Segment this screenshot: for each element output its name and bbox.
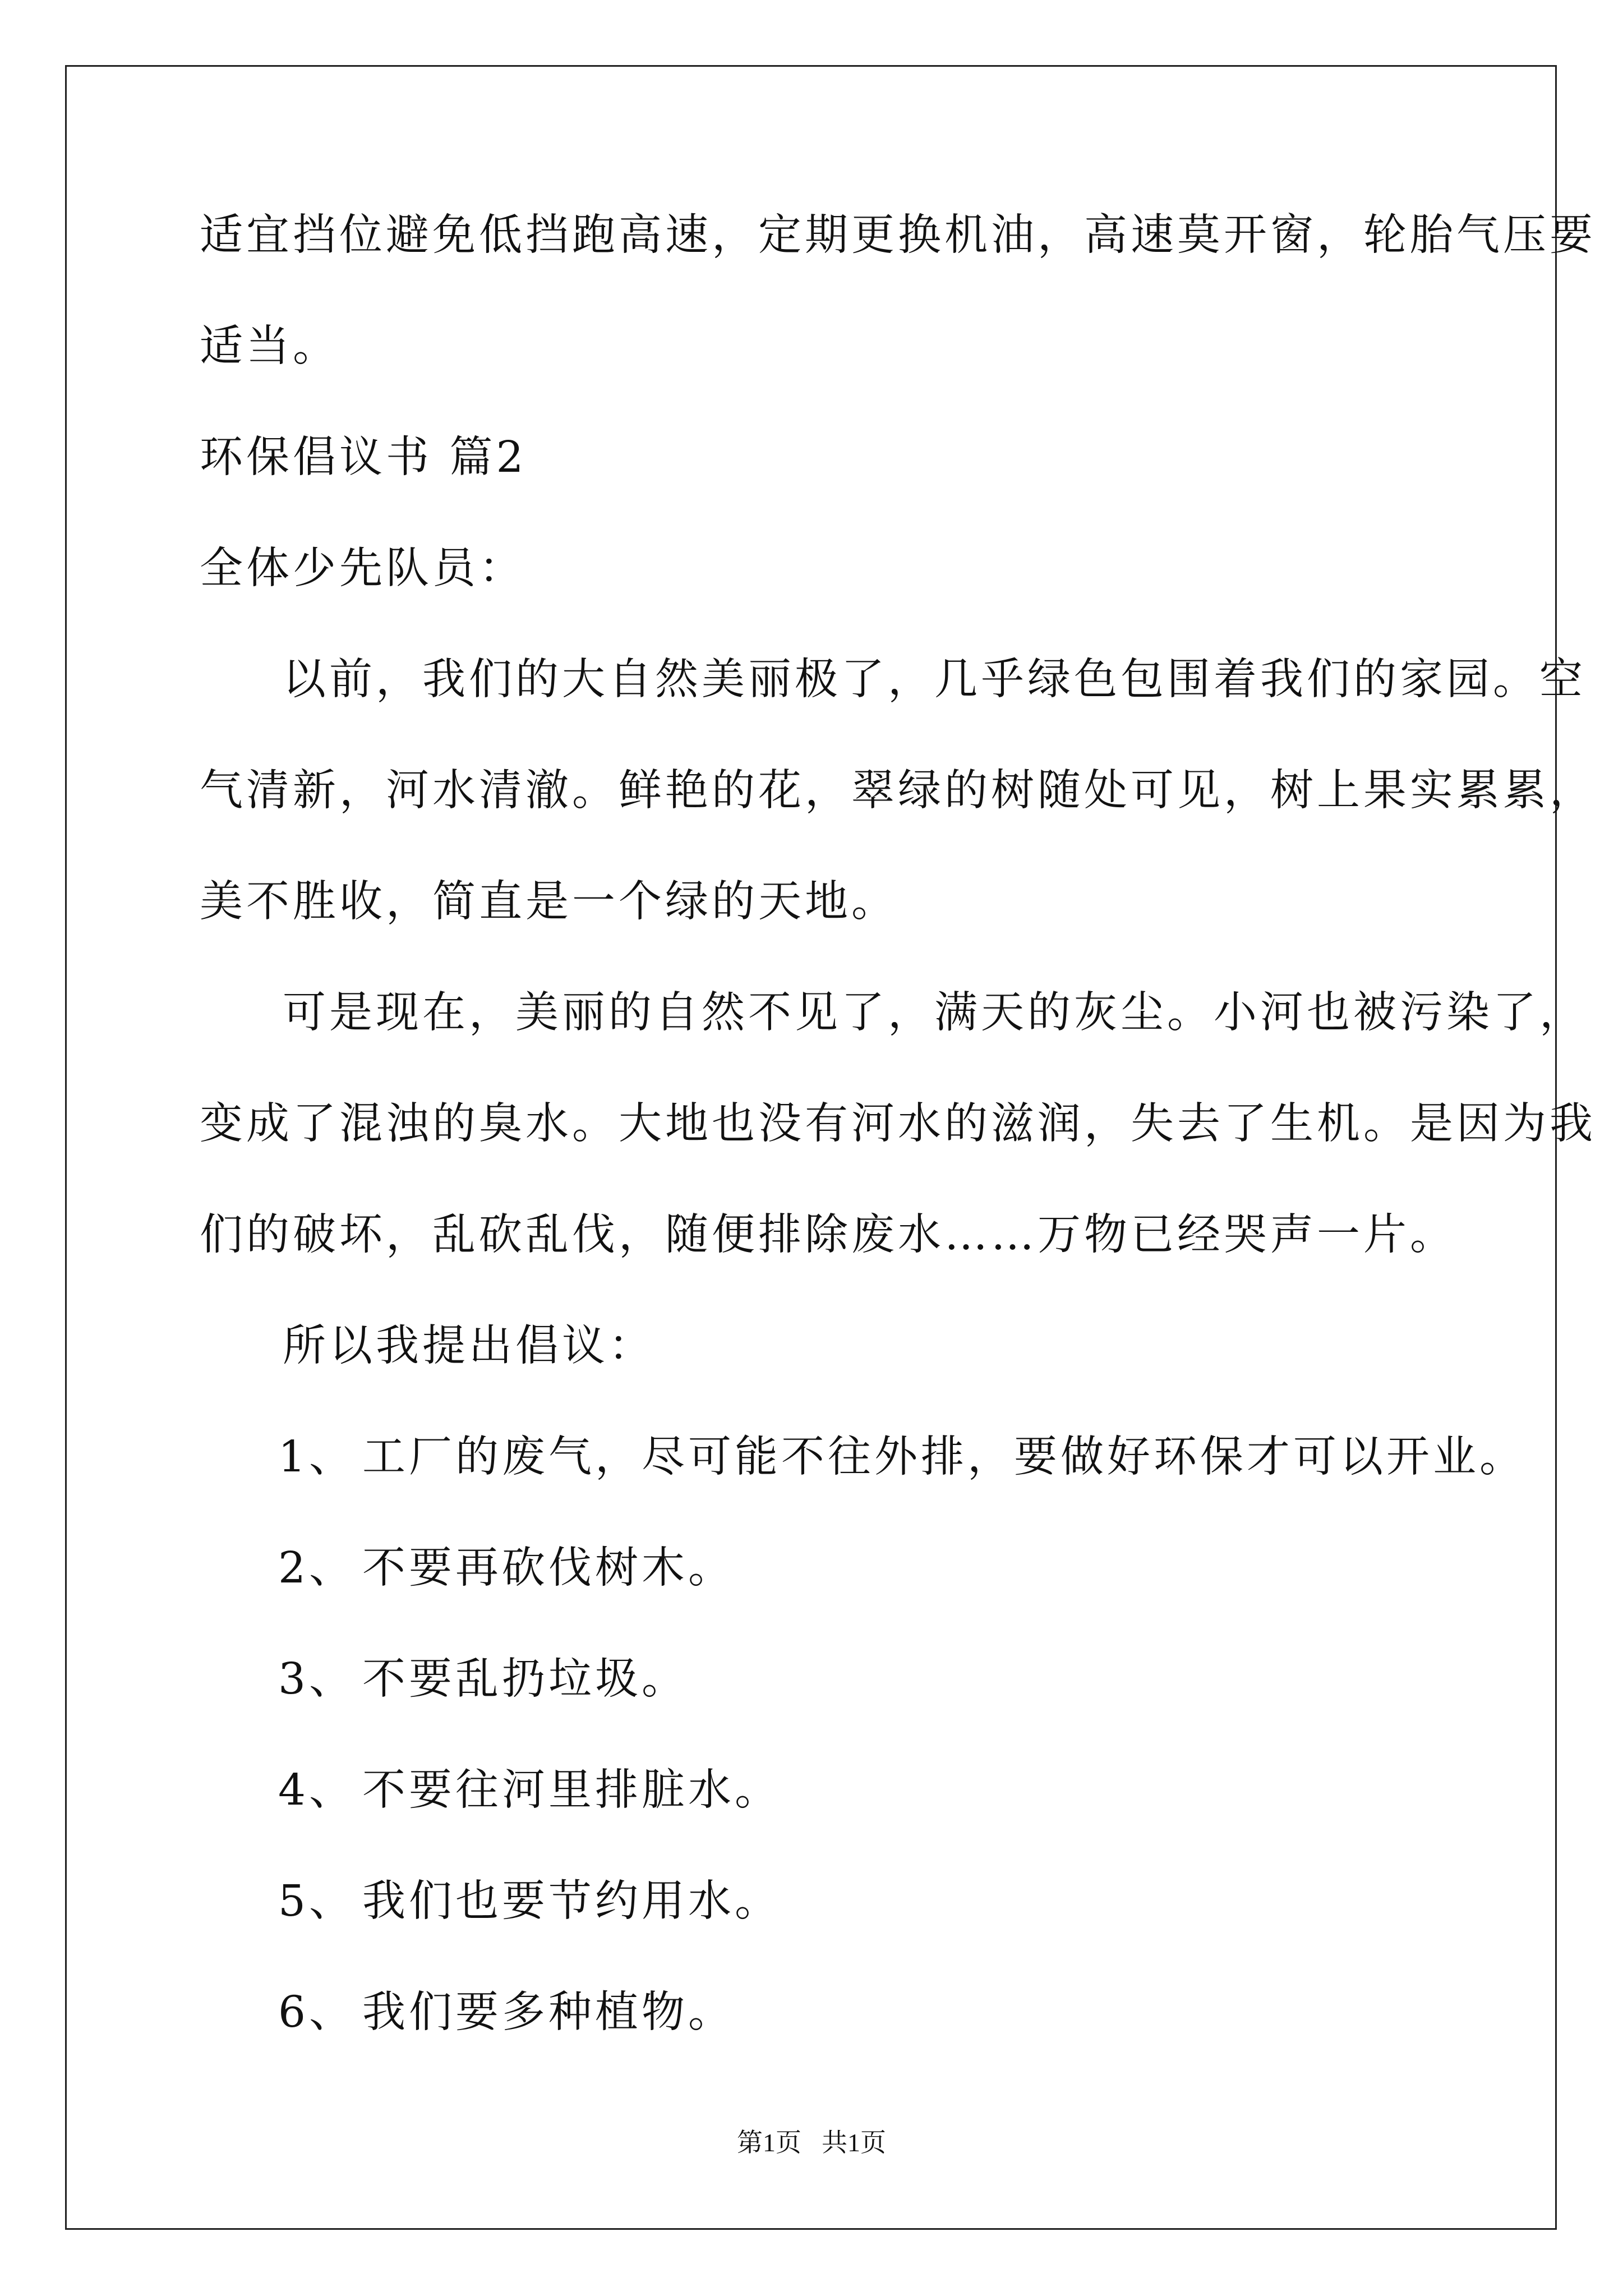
list-text: 我们要多种植物。 [362,1987,735,2037]
list-item [278,1763,781,1819]
list-item [278,1651,688,1708]
list-number: 3、 [278,1654,356,1704]
salutation: 全体少先队员： [200,544,525,593]
list-number: 5、 [278,1876,356,1926]
list-number: 1、 [278,1432,356,1482]
paragraph-line: 们的破坏，乱砍乱伐，随便排除废水……万物已经哭声一片。 [200,1210,1456,1260]
list-item [278,1429,1526,1485]
list-item [278,1874,781,1930]
paragraph-line: 气清新，河水清澈。鲜艳的花，翠绿的树随处可见，树上果实累累， [200,766,1596,816]
page-total: 共1页 [822,2128,886,2157]
list-text: 我们也要节约用水。 [362,1876,781,1926]
paragraph-line: 可是现在，美丽的自然不见了，满天的灰尘。小河也被污染了， [283,988,1586,1038]
list-text: 不要再砍伐树木。 [362,1543,735,1593]
list-number: 2、 [278,1543,356,1593]
list-text: 工厂的废气，尽可能不往外排，要做好环保才可以开业。 [362,1432,1526,1482]
text-line: 适宜挡位避免低挡跑高速，定期更换机油，高速莫开窗，轮胎气压要 [200,210,1596,260]
list-number: 4、 [278,1765,356,1815]
paragraph-line: 所以我提出倡议： [283,1321,655,1371]
paragraph-line: 美不胜收，简直是一个绿的天地。 [200,877,898,927]
paragraph-line: 以前，我们的大自然美丽极了，几乎绿色包围着我们的家园。空 [283,655,1586,705]
list-item [278,1985,735,2041]
list-item [278,1540,735,1596]
list-text: 不要往河里排脏水。 [362,1765,781,1815]
section-heading: 环保倡议书 篇2 [200,432,527,482]
list-number: 6、 [278,1987,356,2037]
list-text: 不要乱扔垃圾。 [362,1654,688,1704]
page-number: 第1页 [737,2128,801,2157]
text-line: 适当。 [200,321,339,371]
paragraph-line: 变成了混浊的臭水。大地也没有河水的滋润，失去了生机。是因为我 [200,1099,1596,1149]
page-footer [0,2126,1623,2160]
